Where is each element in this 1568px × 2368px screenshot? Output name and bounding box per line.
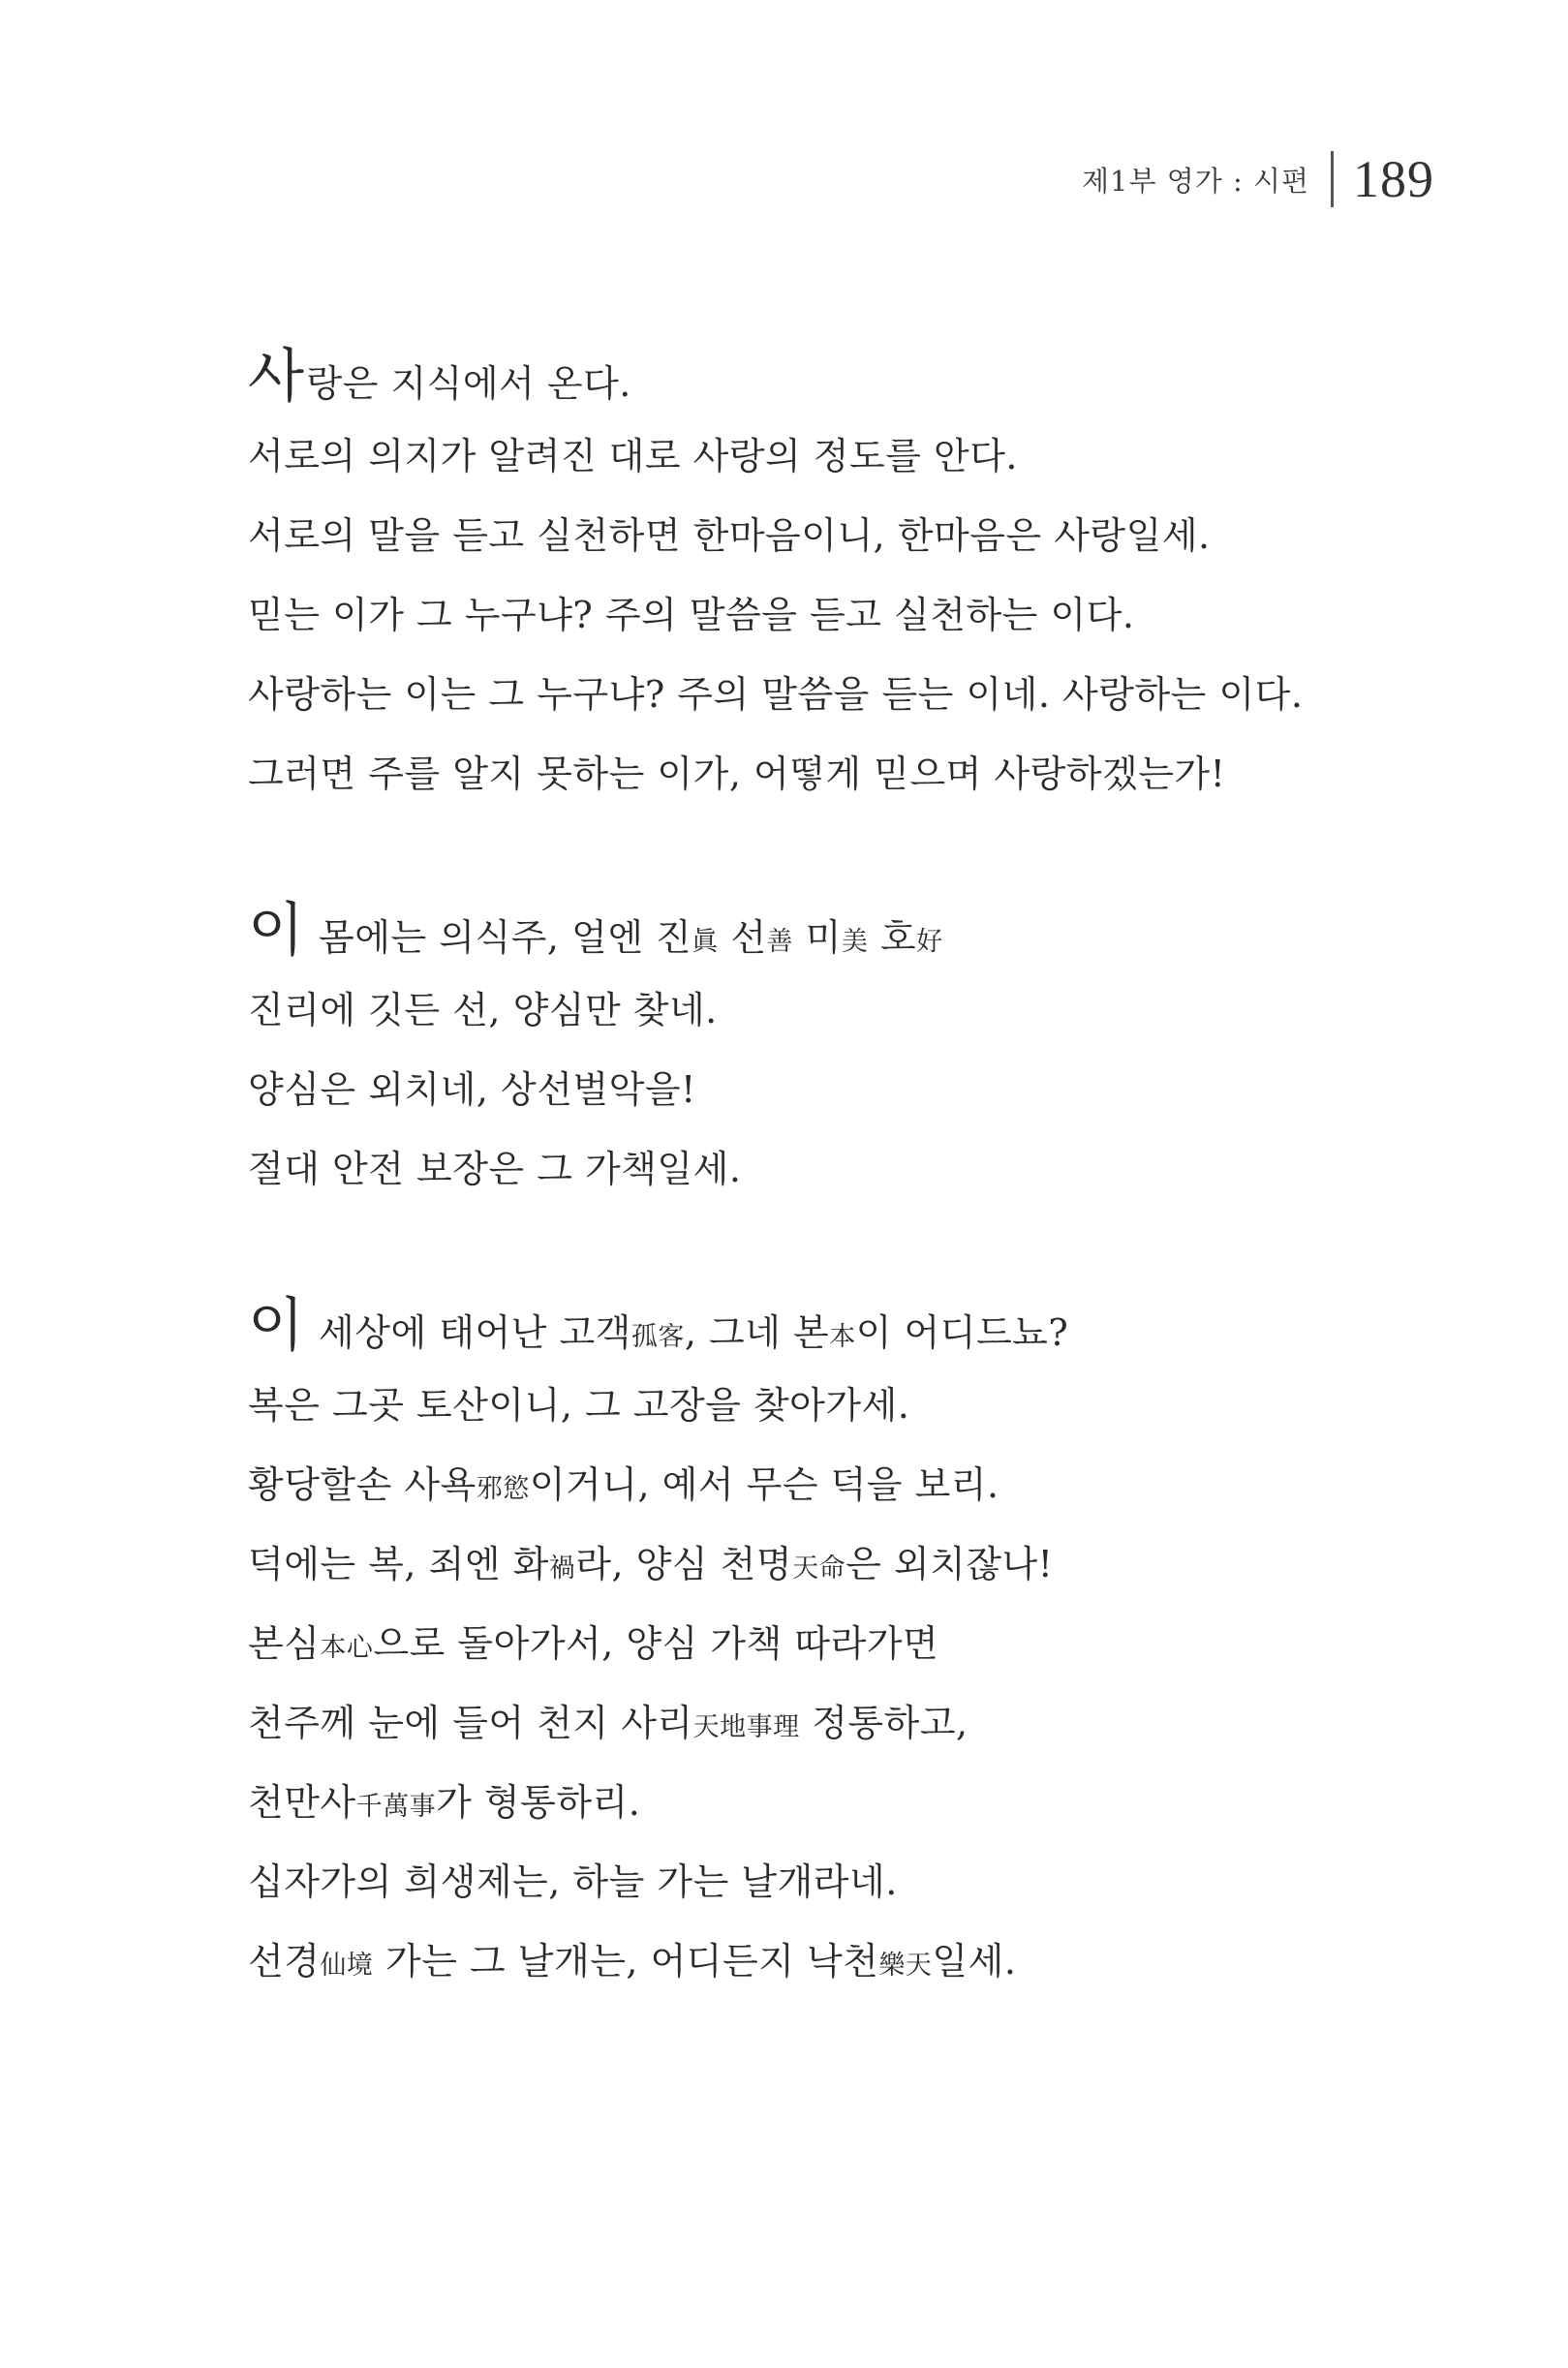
- line-text: 십자가의 희생제는, 하늘 가는 날개라네.: [248, 1861, 898, 1903]
- hanja-gloss: 眞: [692, 927, 719, 957]
- line-text: 진리에 깃든 선, 양심만 찾네.: [248, 989, 718, 1031]
- drop-cap: 이: [248, 897, 305, 965]
- line-text: 덕에는 복, 죄엔 화: [248, 1543, 549, 1585]
- line-text: 서로의 말을 듣고 실천하면 한마음이니, 한마음은 사랑일세.: [248, 514, 1211, 557]
- line-text: 라, 양심 천명: [575, 1543, 793, 1585]
- line-text: 미: [793, 916, 842, 959]
- poem-line: [248, 1604, 1430, 1683]
- hanja-gloss: 本: [829, 1322, 856, 1352]
- line-text: 양심은 외치네, 상선벌악을!: [248, 1068, 696, 1111]
- line-text: 황당할손 사욕: [248, 1463, 477, 1506]
- poem-line: [248, 1445, 1430, 1524]
- line-text: 이 어디드뇨?: [855, 1311, 1069, 1354]
- line-text: 선: [718, 916, 767, 959]
- section-label: 제1부 영가 : 시편: [1082, 164, 1309, 198]
- stanza-2: [248, 891, 1430, 1209]
- poem-line: [248, 416, 1430, 496]
- hanja-gloss: 天命: [792, 1553, 846, 1584]
- line-text: , 그네 본: [684, 1311, 830, 1354]
- line-text: 세상에 태어난 고객: [306, 1311, 631, 1354]
- line-text: 으로 돌아가서, 양심 가책 따라가면: [373, 1622, 939, 1665]
- line-text: 믿는 이가 그 누구냐? 주의 말씀을 듣고 실천하는 이다.: [248, 594, 1135, 636]
- line-text: 호: [868, 916, 917, 959]
- line-text: 천주께 눈에 들어 천지 사리: [248, 1702, 693, 1744]
- poem-line: [248, 1683, 1430, 1763]
- poem-line: [248, 1129, 1430, 1209]
- line-text: 일세.: [932, 1940, 1017, 1983]
- line-text: 가는 그 날개는, 어디든지 낙천: [373, 1940, 879, 1983]
- line-text: 본심: [248, 1622, 321, 1665]
- line-text: 절대 안전 보장은 그 가책일세.: [248, 1148, 742, 1190]
- hanja-gloss: 善: [766, 927, 794, 957]
- line-text: 사랑하는 이는 그 누구냐? 주의 말씀을 듣는 이네. 사랑하는 이다.: [248, 673, 1304, 716]
- poem-line: [248, 734, 1430, 814]
- hanja-gloss: 美: [841, 927, 869, 957]
- poem-line: [248, 575, 1430, 655]
- page-number: 189: [1353, 150, 1434, 208]
- line-text: 그러면 주를 알지 못하는 이가, 어떻게 믿으며 사랑하겠는가!: [248, 753, 1226, 795]
- drop-cap: 이: [248, 1292, 305, 1360]
- hanja-gloss: 本心: [320, 1633, 374, 1663]
- poem-line: [248, 655, 1430, 734]
- line-text: 은 외치잖나!: [845, 1543, 1054, 1585]
- header-divider: [1331, 151, 1334, 207]
- line-text: 몸에는 의식주, 얼엔 진: [306, 916, 692, 959]
- line-text: 랑은 지식에서 온다.: [306, 362, 631, 405]
- line-text: 천만사: [248, 1781, 356, 1824]
- hanja-gloss: 仙境: [320, 1951, 374, 1981]
- hanja-gloss: 樂天: [878, 1951, 933, 1981]
- poem-line: [248, 1842, 1430, 1922]
- hanja-gloss: 邪慾: [476, 1474, 530, 1504]
- hanja-gloss: 禍: [548, 1553, 576, 1584]
- poem-body: [248, 337, 1430, 2001]
- poem-line: [248, 1050, 1430, 1129]
- drop-cap: 사: [248, 343, 305, 411]
- poem-line: [248, 1524, 1430, 1604]
- poem-line: [248, 1922, 1430, 2001]
- line-text: 정통하고,: [799, 1702, 968, 1744]
- poem-line: [248, 496, 1430, 575]
- hanja-gloss: 孤客: [630, 1322, 685, 1352]
- poem-line: [248, 1763, 1430, 1842]
- poem-line: [248, 891, 1430, 970]
- hanja-gloss: 好: [916, 927, 943, 957]
- hanja-gloss: 千萬事: [355, 1792, 437, 1822]
- line-text: 이거니, 예서 무슨 덕을 보리.: [529, 1463, 999, 1506]
- poem-line: [248, 970, 1430, 1050]
- running-head: [1082, 145, 1434, 213]
- line-text: 가 형통하리.: [436, 1781, 641, 1824]
- line-text: 서로의 의지가 알려진 대로 사랑의 정도를 안다.: [248, 435, 1019, 477]
- stanza-1: [248, 337, 1430, 814]
- line-text: 복은 그곳 토산이니, 그 고장을 찾아가세.: [248, 1384, 910, 1427]
- poem-line: [248, 1366, 1430, 1445]
- poem-line: [248, 337, 1430, 416]
- line-text: 선경: [248, 1940, 321, 1983]
- hanja-gloss: 天地事理: [692, 1712, 800, 1742]
- poem-line: [248, 1286, 1430, 1366]
- stanza-3: [248, 1286, 1430, 2001]
